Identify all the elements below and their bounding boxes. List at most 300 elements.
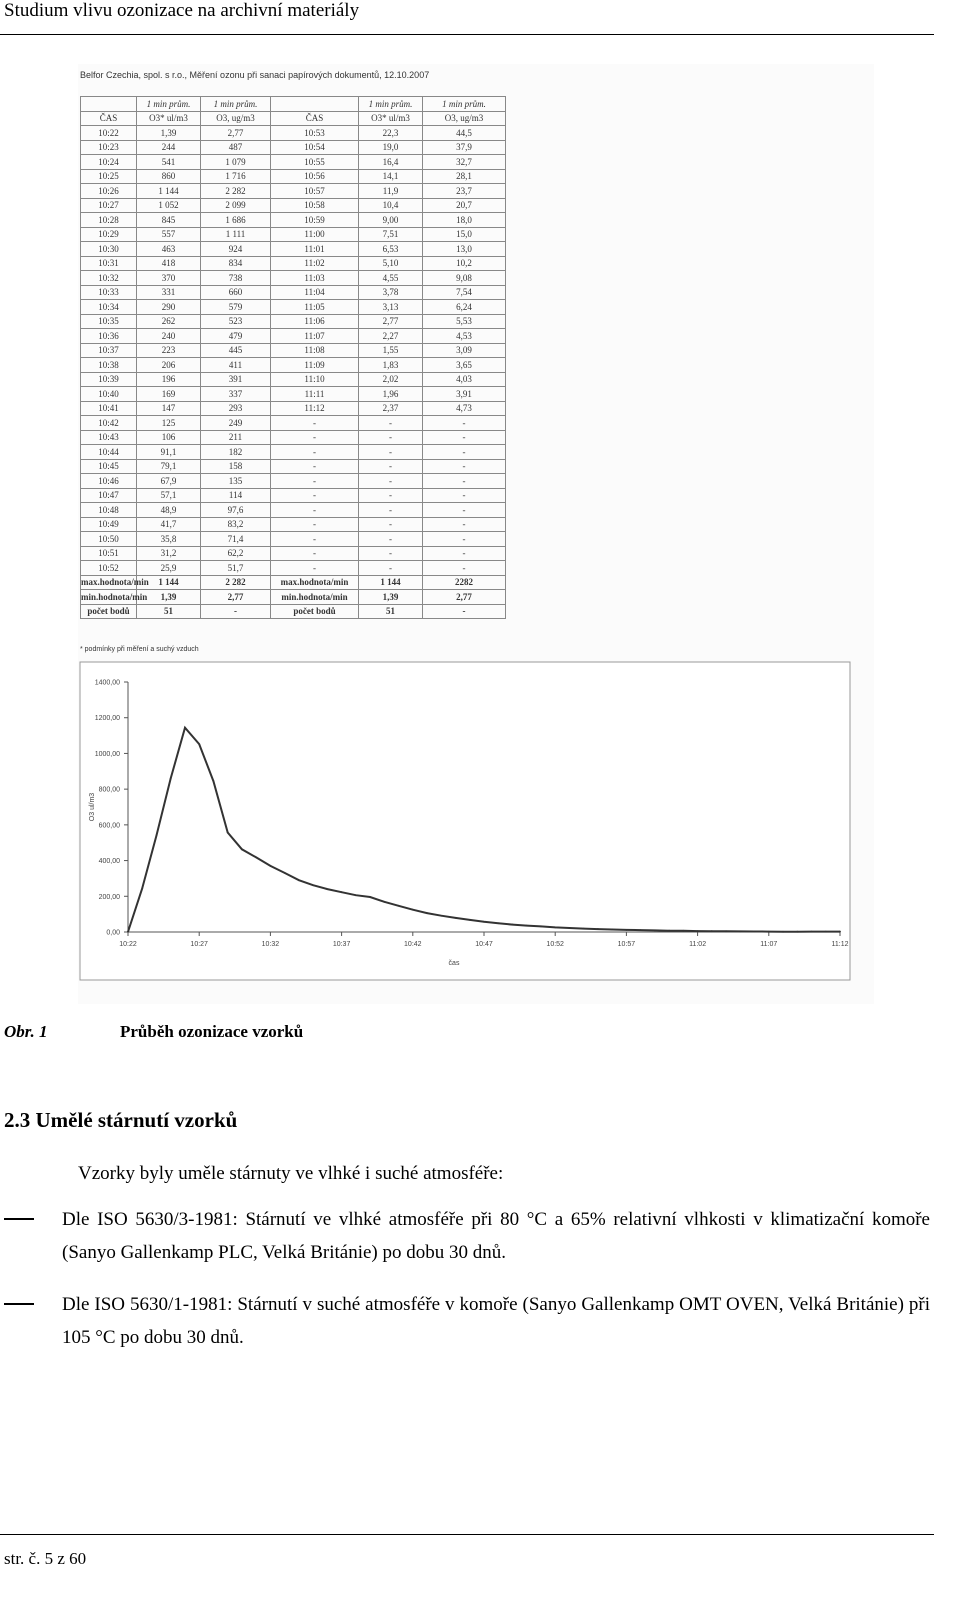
- y-tick-label: 400,00: [98, 858, 120, 866]
- table-cell: 125: [137, 416, 201, 431]
- table-cell: 35,8: [137, 532, 201, 547]
- table-cell: 10:33: [81, 285, 137, 300]
- table-row: [81, 169, 506, 184]
- data-point: [270, 865, 272, 867]
- data-point: [469, 919, 471, 921]
- data-point: [284, 872, 286, 874]
- table-summary-row: [81, 575, 506, 590]
- table-header-row: [81, 111, 506, 126]
- table-cell: 1,39: [359, 590, 423, 605]
- table-cell: 7,54: [423, 285, 506, 300]
- table-cell: 11:03: [271, 271, 359, 286]
- table-cell: 1,96: [359, 387, 423, 402]
- page-number: str. č. 5 z 60: [4, 1549, 87, 1568]
- table-row: [81, 227, 506, 242]
- table-cell: 11:04: [271, 285, 359, 300]
- table-cell: 11:01: [271, 242, 359, 257]
- table-cell: 10:47: [81, 488, 137, 503]
- table-cell: 10:34: [81, 300, 137, 315]
- table-cell: 4,55: [359, 271, 423, 286]
- header-divider: [0, 34, 934, 35]
- table-cell: 2,77: [201, 590, 271, 605]
- table-cell: 1 144: [359, 575, 423, 590]
- table-cell: 4,73: [423, 401, 506, 416]
- table-cell: 3,91: [423, 387, 506, 402]
- table-cell: -: [271, 517, 359, 532]
- table-cell: -: [359, 546, 423, 561]
- table-cell: 10:46: [81, 474, 137, 489]
- table-cell: -: [423, 546, 506, 561]
- data-point: [255, 856, 257, 858]
- table-row: [81, 300, 506, 315]
- data-point: [739, 931, 741, 933]
- table-cell: 71,4: [201, 532, 271, 547]
- table-cell: 91,1: [137, 445, 201, 460]
- table-cell: 22,3: [359, 126, 423, 141]
- table-cell: 32,7: [423, 155, 506, 170]
- x-tick-label: 10:42: [404, 941, 422, 948]
- table-cell: 196: [137, 372, 201, 387]
- table-cell: -: [271, 532, 359, 547]
- table-cell: -: [271, 503, 359, 518]
- table-cell: 738: [201, 271, 271, 286]
- table-cell: 206: [137, 358, 201, 373]
- data-point: [711, 930, 713, 932]
- table-cell: 169: [137, 387, 201, 402]
- y-tick-label: 1400,00: [94, 679, 120, 687]
- table-cell: -: [359, 517, 423, 532]
- table-cell: 5,10: [359, 256, 423, 271]
- table-row: [81, 546, 506, 561]
- section-heading: 2.3 Umělé stárnutí vzorků: [4, 1108, 238, 1132]
- table-cell: -: [359, 532, 423, 547]
- table-row: [81, 372, 506, 387]
- table-cell: -: [271, 561, 359, 576]
- table-row: [81, 358, 506, 373]
- table-cell: -: [271, 459, 359, 474]
- x-tick-label: 10:22: [119, 941, 137, 948]
- table-cell: 31,2: [137, 546, 201, 561]
- table-cell: 2,27: [359, 329, 423, 344]
- table-cell: 147: [137, 401, 201, 416]
- table-cell: počet bodů: [81, 604, 137, 619]
- y-tick-label: 600,00: [98, 822, 120, 830]
- table-cell: 48,9: [137, 503, 201, 518]
- data-point: [626, 929, 628, 931]
- table-cell: 4,03: [423, 372, 506, 387]
- table-cell: 10:41: [81, 401, 137, 416]
- y-axis-label: O3 ul/m3: [89, 792, 96, 822]
- table-row: [81, 198, 506, 213]
- x-tick-label: 10:52: [546, 941, 564, 948]
- table-cell: -: [271, 416, 359, 431]
- table-cell: 11:00: [271, 227, 359, 242]
- table-cell: max.hodnota/min: [81, 575, 137, 590]
- table-cell: 11:11: [271, 387, 359, 402]
- data-point: [839, 931, 841, 933]
- table-cell: 418: [137, 256, 201, 271]
- data-point: [540, 926, 542, 928]
- table-cell: 10:53: [271, 126, 359, 141]
- data-point: [184, 727, 186, 729]
- table-cell: 5,53: [423, 314, 506, 329]
- data-point: [754, 931, 756, 933]
- data-point: [426, 912, 428, 914]
- table-cell: min.hodnota/min: [81, 590, 137, 605]
- data-point: [654, 929, 656, 931]
- data-point: [554, 926, 556, 928]
- table-cell: 223: [137, 343, 201, 358]
- figure-number: Obr. 1: [4, 1022, 48, 1041]
- measurement-table: [80, 96, 506, 619]
- table-cell: 1 052: [137, 198, 201, 213]
- table-cell: 25,9: [137, 561, 201, 576]
- table-cell: 845: [137, 213, 201, 228]
- x-axis-label: čas: [448, 960, 460, 967]
- table-cell: -: [423, 430, 506, 445]
- table-cell: 557: [137, 227, 201, 242]
- table-cell: 834: [201, 256, 271, 271]
- table-cell: -: [423, 488, 506, 503]
- table-cell: 2,77: [359, 314, 423, 329]
- table-cell: 79,1: [137, 459, 201, 474]
- table-cell: -: [359, 459, 423, 474]
- y-tick-label: 1000,00: [94, 750, 120, 758]
- table-cell: 10:36: [81, 329, 137, 344]
- table-row: [81, 285, 506, 300]
- table-cell: 211: [201, 430, 271, 445]
- data-point: [825, 931, 827, 933]
- data-point: [455, 917, 457, 919]
- data-point: [355, 894, 357, 896]
- table-cell: 290: [137, 300, 201, 315]
- x-tick-label: 10:57: [617, 941, 636, 948]
- data-point: [156, 834, 158, 836]
- table-cell: 10:29: [81, 227, 137, 242]
- table-cell: 262: [137, 314, 201, 329]
- table-row: [81, 503, 506, 518]
- table-row: [81, 445, 506, 460]
- table-cell: 158: [201, 459, 271, 474]
- table-group-header-row: [81, 97, 506, 112]
- table-cell: -: [423, 517, 506, 532]
- table-cell: 10:32: [81, 271, 137, 286]
- table-cell: 14,1: [359, 169, 423, 184]
- list-item: Dle ISO 5630/1-1981: Stárnutí v suché atmosféře v komoře (Sanyo Gallenkamp OMT OVEN, Velká Británie) při 105 °C po dobu 30 dnů.: [62, 1294, 930, 1348]
- table-cell: počet bodů: [271, 604, 359, 619]
- table-cell: 10:49: [81, 517, 137, 532]
- table-cell: 10:52: [81, 561, 137, 576]
- data-point: [383, 901, 385, 903]
- data-point: [326, 888, 328, 890]
- table-body: [81, 126, 506, 619]
- table-cell: 10,2: [423, 256, 506, 271]
- table-group-header-cell: 1 min prům.: [423, 97, 506, 112]
- table-cell: 10,4: [359, 198, 423, 213]
- table-cell: -: [423, 604, 506, 619]
- table-cell: 860: [137, 169, 201, 184]
- table-row: [81, 532, 506, 547]
- table-cell: 10:25: [81, 169, 137, 184]
- table-cell: -: [271, 546, 359, 561]
- table-cell: 2282: [423, 575, 506, 590]
- table-cell: 249: [201, 416, 271, 431]
- table-cell: 3,13: [359, 300, 423, 315]
- table-row: [81, 343, 506, 358]
- table-cell: 11:05: [271, 300, 359, 315]
- table-cell: 4,53: [423, 329, 506, 344]
- table-column-header: O3* ul/m3: [359, 111, 423, 126]
- table-cell: max.hodnota/min: [271, 575, 359, 590]
- table-cell: 2 099: [201, 198, 271, 213]
- table-summary-row: [81, 590, 506, 605]
- table-cell: 1,39: [137, 126, 201, 141]
- table-cell: 1 144: [137, 575, 201, 590]
- table-cell: 2,77: [201, 126, 271, 141]
- table-cell: -: [359, 445, 423, 460]
- table-cell: 10:38: [81, 358, 137, 373]
- list-dash: [4, 1303, 34, 1305]
- table-cell: -: [271, 430, 359, 445]
- table-cell: 41,7: [137, 517, 201, 532]
- table-cell: 10:57: [271, 184, 359, 199]
- table-cell: 10:31: [81, 256, 137, 271]
- table-cell: 479: [201, 329, 271, 344]
- data-point: [697, 930, 699, 932]
- table-column-header: O3, ug/m3: [423, 111, 506, 126]
- table-row: [81, 474, 506, 489]
- x-tick-label: 11:07: [760, 941, 778, 948]
- x-tick-label: 10:37: [332, 941, 351, 948]
- table-cell: 7,51: [359, 227, 423, 242]
- table-cell: 10:24: [81, 155, 137, 170]
- table-cell: 10:23: [81, 140, 137, 155]
- table-cell: 10:59: [271, 213, 359, 228]
- table-row: [81, 140, 506, 155]
- table-cell: 1,55: [359, 343, 423, 358]
- table-cell: -: [359, 474, 423, 489]
- data-point: [213, 780, 215, 782]
- figure-caption-text: Průběh ozonizace vzorků: [120, 1022, 304, 1041]
- table-group-header-cell: [81, 97, 137, 112]
- table-cell: 2,77: [423, 590, 506, 605]
- table-cell: 924: [201, 242, 271, 257]
- data-point: [412, 909, 414, 911]
- data-point: [369, 896, 371, 898]
- data-point: [768, 931, 770, 933]
- table-cell: 11,9: [359, 184, 423, 199]
- data-point: [640, 929, 642, 931]
- table-cell: 10:45: [81, 459, 137, 474]
- table-cell: 11:07: [271, 329, 359, 344]
- table-row: [81, 242, 506, 257]
- table-cell: 62,2: [201, 546, 271, 561]
- table-cell: 3,65: [423, 358, 506, 373]
- x-tick-label: 10:47: [475, 941, 493, 948]
- table-cell: 370: [137, 271, 201, 286]
- table-cell: 67,9: [137, 474, 201, 489]
- y-tick-label: 800,00: [98, 786, 120, 794]
- data-point: [782, 931, 784, 933]
- table-cell: 83,2: [201, 517, 271, 532]
- table-cell: -: [423, 416, 506, 431]
- table-row: [81, 329, 506, 344]
- page-header: [0, 0, 960, 36]
- data-point: [512, 924, 514, 926]
- table-cell: 10:44: [81, 445, 137, 460]
- data-point: [811, 931, 813, 933]
- table-cell: 11:06: [271, 314, 359, 329]
- table-cell: 10:43: [81, 430, 137, 445]
- table-cell: 6,24: [423, 300, 506, 315]
- table-row: [81, 256, 506, 271]
- table-row: [81, 416, 506, 431]
- table-cell: -: [201, 604, 271, 619]
- table-cell: -: [359, 488, 423, 503]
- table-cell: 44,5: [423, 126, 506, 141]
- table-cell: 2,02: [359, 372, 423, 387]
- x-tick-label: 10:27: [190, 941, 208, 948]
- table-cell: -: [359, 416, 423, 431]
- table-cell: -: [359, 561, 423, 576]
- table-cell: 20,7: [423, 198, 506, 213]
- table-cell: 1,83: [359, 358, 423, 373]
- data-point: [241, 848, 243, 850]
- table-cell: 579: [201, 300, 271, 315]
- y-tick-label: 200,00: [98, 893, 120, 901]
- table-cell: 10:37: [81, 343, 137, 358]
- table-cell: 51,7: [201, 561, 271, 576]
- data-point: [170, 778, 172, 780]
- table-cell: min.hodnota/min: [271, 590, 359, 605]
- table-cell: 11:08: [271, 343, 359, 358]
- table-cell: 11:09: [271, 358, 359, 373]
- data-point: [725, 930, 727, 932]
- y-tick-label: 1200,00: [94, 715, 120, 723]
- table-cell: 135: [201, 474, 271, 489]
- table-cell: 10:39: [81, 372, 137, 387]
- data-point: [796, 931, 798, 933]
- data-point: [198, 743, 200, 745]
- ozone-chart: [80, 662, 850, 980]
- table-cell: 10:22: [81, 126, 137, 141]
- table-row: [81, 155, 506, 170]
- table-cell: 10:27: [81, 198, 137, 213]
- table-summary-row: [81, 604, 506, 619]
- table-cell: 106: [137, 430, 201, 445]
- table-cell: -: [423, 561, 506, 576]
- table-cell: 1 686: [201, 213, 271, 228]
- table-cell: 244: [137, 140, 201, 155]
- data-point: [668, 930, 670, 932]
- footer-divider: [0, 1534, 934, 1535]
- table-cell: 2 282: [201, 184, 271, 199]
- table-row: [81, 430, 506, 445]
- ozone-chart-svg: [80, 662, 850, 980]
- table-cell: -: [423, 532, 506, 547]
- table-cell: 1 716: [201, 169, 271, 184]
- table-cell: 10:42: [81, 416, 137, 431]
- data-point: [583, 928, 585, 930]
- data-point: [483, 921, 485, 923]
- table-cell: 10:58: [271, 198, 359, 213]
- table-cell: 51: [137, 604, 201, 619]
- table-cell: 10:54: [271, 140, 359, 155]
- table-cell: 10:51: [81, 546, 137, 561]
- table-row: [81, 488, 506, 503]
- table-column-header: ČAS: [271, 111, 359, 126]
- data-point: [127, 931, 129, 933]
- data-point: [227, 832, 229, 834]
- table-cell: 2 282: [201, 575, 271, 590]
- data-point: [440, 915, 442, 917]
- x-tick-label: 11:02: [689, 941, 707, 948]
- table-row: [81, 213, 506, 228]
- table-row: [81, 271, 506, 286]
- table-cell: 9,00: [359, 213, 423, 228]
- table-cell: 182: [201, 445, 271, 460]
- table-cell: 3,09: [423, 343, 506, 358]
- x-tick-label: 10:32: [261, 941, 280, 948]
- table-cell: 10:30: [81, 242, 137, 257]
- table-cell: 1 111: [201, 227, 271, 242]
- list-dash: [4, 1218, 34, 1220]
- table-group-header-cell: 1 min prům.: [359, 97, 423, 112]
- table-cell: 57,1: [137, 488, 201, 503]
- data-point: [597, 928, 599, 930]
- list-item: Dle ISO 5630/3-1981: Stárnutí ve vlhké atmosféře při 80 °C a 65% relativní vlhkosti v klimatizační komoře (Sanyo Gallenkamp PLC, Velká Británie) po dobu 30 dnů.: [62, 1209, 930, 1263]
- table-cell: 1 079: [201, 155, 271, 170]
- table-cell: 411: [201, 358, 271, 373]
- data-point: [141, 888, 143, 890]
- table-cell: 16,4: [359, 155, 423, 170]
- table-cell: 10:56: [271, 169, 359, 184]
- intro-paragraph: Vzorky byly uměle stárnuty ve vlhké i suché atmosféře:: [78, 1163, 504, 1184]
- table-cell: 10:28: [81, 213, 137, 228]
- table-cell: -: [423, 445, 506, 460]
- table-group-header-cell: [271, 97, 359, 112]
- table-cell: 10:50: [81, 532, 137, 547]
- table-cell: 114: [201, 488, 271, 503]
- table-row: [81, 459, 506, 474]
- table-cell: 660: [201, 285, 271, 300]
- table-cell: 9,08: [423, 271, 506, 286]
- table-row: [81, 314, 506, 329]
- table-cell: -: [423, 503, 506, 518]
- table-cell: 3,78: [359, 285, 423, 300]
- data-point: [398, 905, 400, 907]
- table-cell: 37,9: [423, 140, 506, 155]
- table-cell: 97,6: [201, 503, 271, 518]
- table-group-header-cell: 1 min prům.: [201, 97, 271, 112]
- data-point: [569, 927, 571, 929]
- table-row: [81, 401, 506, 416]
- table-cell: 13,0: [423, 242, 506, 257]
- table-column-header: O3* ul/m3: [137, 111, 201, 126]
- table-cell: 23,7: [423, 184, 506, 199]
- table-cell: 337: [201, 387, 271, 402]
- table-row: [81, 126, 506, 141]
- table-cell: 18,0: [423, 213, 506, 228]
- table-cell: 11:02: [271, 256, 359, 271]
- data-point: [497, 922, 499, 924]
- table-row: [81, 387, 506, 402]
- table-row: [81, 561, 506, 576]
- table-cell: 11:12: [271, 401, 359, 416]
- table-cell: 1,39: [137, 590, 201, 605]
- table-cell: 19,0: [359, 140, 423, 155]
- data-point: [526, 925, 528, 927]
